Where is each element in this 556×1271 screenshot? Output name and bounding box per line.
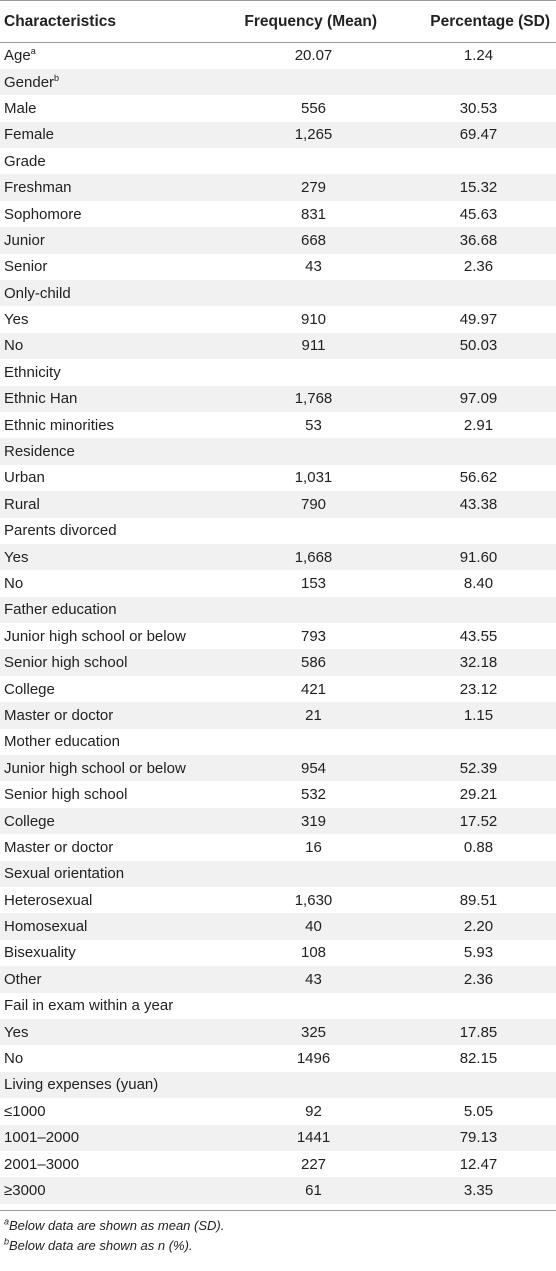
row-label [0,465,226,491]
row-frequency: 954 [300,759,327,777]
row-label-text: Only-child [4,284,71,302]
row-label [0,227,226,253]
table-row [0,227,556,253]
table-row [0,386,556,412]
row-label-text: Junior [4,231,45,249]
row-label [0,518,226,544]
header-characteristics: Characteristics [0,1,226,43]
table-row [0,702,556,728]
row-percentage [401,359,556,385]
table-row [0,359,556,385]
row-percentage: 15.32 [459,179,498,197]
row-label-text: Sexual orientation [4,865,125,883]
row-label-superscript: a [30,46,36,57]
row-frequency: 586 [300,654,327,672]
row-label [0,333,226,359]
row-percentage [401,148,556,174]
row-label [0,1098,226,1124]
row-label-text: College [4,680,55,698]
table-row [0,491,556,517]
row-label [0,359,226,385]
footnote-a [4,1216,556,1236]
row-label-text: ≥3000 [4,1181,46,1199]
table-row [0,1151,556,1177]
row-label-text: Female [4,126,55,144]
row-label-text: Senior high school [4,786,128,804]
row-percentage: 50.03 [459,337,498,355]
row-frequency: 421 [300,680,327,698]
row-label [0,887,226,913]
row-label-text: Age [4,47,31,65]
table-row [0,993,556,1019]
table-row [0,940,556,966]
table-row [0,412,556,438]
table-row [0,518,556,544]
row-percentage: 52.39 [459,759,498,777]
row-label-text: Parents divorced [4,522,117,540]
row-percentage: 2.20 [463,918,494,936]
footnote-a-text: Below data are shown as mean (SD). [9,1217,225,1233]
row-frequency [226,729,401,755]
row-label-text: Mother education [4,733,120,751]
row-label-text: Yes [4,1023,29,1041]
row-label-text: Senior high school [4,654,128,672]
row-label-text: Male [4,99,37,117]
table-row [0,1019,556,1045]
table-row [0,254,556,280]
row-percentage: 89.51 [459,891,498,909]
row-percentage: 30.53 [459,99,498,117]
row-frequency: 910 [300,311,327,329]
row-label-text: No [4,1050,24,1068]
row-percentage: 1.24 [463,47,494,65]
row-frequency: 40 [305,918,322,936]
table-row [0,333,556,359]
row-frequency: 227 [300,1155,327,1173]
row-label-text: ≤1000 [4,1102,46,1120]
row-percentage [401,69,556,95]
row-frequency: 61 [305,1181,322,1199]
row-percentage: 91.60 [459,548,498,566]
row-frequency: 325 [300,1023,327,1041]
row-percentage: 49.97 [459,311,498,329]
table-row [0,966,556,992]
row-frequency: 1,630 [294,891,333,909]
row-percentage [401,280,556,306]
table-body [0,43,556,1204]
table-row [0,69,556,95]
table-row [0,438,556,464]
row-label-text: Freshman [4,179,72,197]
row-frequency [226,359,401,385]
row-percentage: 17.52 [459,812,498,830]
row-frequency: 790 [300,495,327,513]
row-frequency: 532 [300,786,327,804]
row-label-text: Ethnic Han [4,390,78,408]
row-frequency: 16 [305,838,322,856]
row-frequency: 20.07 [294,47,333,65]
row-label-text: Gender [4,73,55,91]
row-label [0,623,226,649]
row-frequency [226,69,401,95]
row-percentage: 0.88 [463,838,494,856]
row-label-text: Ethnic minorities [4,416,115,434]
row-frequency [226,518,401,544]
row-label [0,570,226,596]
row-label [0,861,226,887]
row-percentage: 2.91 [463,416,494,434]
row-label-text: Master or doctor [4,838,114,856]
row-frequency: 319 [300,812,327,830]
row-frequency: 53 [305,416,322,434]
row-percentage: 97.09 [459,390,498,408]
row-percentage: 5.93 [463,944,494,962]
row-percentage: 43.38 [459,495,498,513]
row-percentage: 3.35 [463,1181,494,1199]
header-row [0,1,556,43]
row-label [0,993,226,1019]
row-label-text: Residence [4,443,75,461]
table-row [0,913,556,939]
table-row [0,1125,556,1151]
row-frequency: 21 [305,706,322,724]
row-label [0,174,226,200]
row-frequency: 556 [300,99,327,117]
row-label-text: Master or doctor [4,706,114,724]
row-percentage: 1.15 [463,706,494,724]
row-label-text: Sophomore [4,205,82,223]
table-footnotes [0,1211,556,1256]
row-label-text: 2001–3000 [4,1155,80,1173]
row-label-text: Fail in exam within a year [4,997,174,1015]
row-frequency: 1,031 [294,469,333,487]
table-row [0,122,556,148]
row-label [0,1045,226,1071]
row-label-superscript: b [54,72,60,83]
table-row [0,174,556,200]
row-label-text: Other [4,970,42,988]
table-row [0,623,556,649]
table-row [0,597,556,623]
row-label [0,306,226,332]
row-label-text: Senior [4,258,48,276]
row-label-text: No [4,337,24,355]
table-row [0,1098,556,1124]
row-frequency: 43 [305,258,322,276]
row-frequency: 1,668 [294,548,333,566]
row-label [0,1125,226,1151]
row-frequency: 108 [300,944,327,962]
row-label [0,781,226,807]
row-frequency: 279 [300,179,327,197]
row-frequency: 793 [300,627,327,645]
row-label [0,834,226,860]
row-label-text: Yes [4,548,29,566]
row-label-text: Rural [4,495,40,513]
row-label [0,940,226,966]
row-percentage [401,597,556,623]
row-label-text: College [4,812,55,830]
table-row [0,887,556,913]
table-row [0,755,556,781]
row-label [0,755,226,781]
row-label-text: No [4,575,24,592]
table-row [0,95,556,121]
row-label [0,966,226,992]
row-frequency: 1,265 [294,126,333,144]
row-percentage: 69.47 [459,126,498,144]
row-label-text: Living expenses (yuan) [4,1076,159,1094]
row-label-text: Junior high school or below [4,759,186,777]
row-percentage: 23.12 [459,680,498,698]
row-label-text: Heterosexual [4,891,93,909]
row-frequency: 1,768 [294,390,333,408]
row-frequency: 92 [305,1102,322,1120]
footnote-b-text: Below data are shown as n (%). [9,1237,193,1253]
row-label [0,1177,226,1203]
row-label [0,491,226,517]
row-frequency [226,597,401,623]
header-percentage: Percentage (SD) [401,1,556,43]
row-label [0,1019,226,1045]
row-label [0,438,226,464]
row-label-text: Urban [4,469,45,487]
row-frequency [226,993,401,1019]
row-label [0,913,226,939]
row-percentage [401,438,556,464]
row-percentage: 29.21 [459,786,498,804]
table-row [0,834,556,860]
row-label [0,95,226,121]
row-label-text: Father education [4,601,117,619]
row-label [0,1151,226,1177]
row-label [0,280,226,306]
row-label [0,1072,226,1098]
table-row [0,861,556,887]
row-label-text: Grade [4,152,46,170]
row-label-text: Bisexuality [4,944,76,962]
row-label [0,254,226,280]
row-label [0,808,226,834]
table-row [0,1072,556,1098]
row-label [0,649,226,675]
table-row [0,676,556,702]
row-label-text: Junior high school or below [4,627,186,645]
row-frequency: 1496 [296,1050,331,1068]
table-row [0,43,556,69]
table-row [0,201,556,227]
row-percentage [401,1072,556,1098]
row-frequency [226,861,401,887]
row-label [0,544,226,570]
row-label [0,69,226,95]
row-frequency [226,148,401,174]
table-row [0,1177,556,1203]
table-header [0,1,556,43]
table-row [0,781,556,807]
row-label [0,412,226,438]
row-percentage [401,729,556,755]
row-percentage [401,993,556,1019]
row-percentage [401,518,556,544]
row-label [0,386,226,412]
table-row [0,1045,556,1071]
table-row [0,808,556,834]
row-frequency: 911 [301,337,326,355]
row-frequency [226,438,401,464]
row-percentage: 32.18 [459,654,498,672]
row-frequency: 668 [300,231,327,249]
row-percentage [401,861,556,887]
row-percentage: 45.63 [459,205,498,223]
row-percentage: 5.05 [463,1102,494,1120]
row-percentage: 12.47 [459,1155,498,1173]
row-frequency: 43 [305,970,322,988]
table-row [0,280,556,306]
footnote-a-marker: a [4,1216,10,1227]
footnote-b-marker: b [4,1236,10,1247]
table-row [0,649,556,675]
row-percentage: 8.40 [463,575,494,592]
row-label-text: Yes [4,311,29,329]
row-frequency: 1441 [296,1129,331,1147]
row-label [0,597,226,623]
table-row [0,544,556,570]
row-label [0,676,226,702]
row-percentage: 43.55 [459,627,498,645]
row-percentage: 17.85 [459,1023,498,1041]
row-label [0,43,226,69]
footnote-b [4,1236,556,1256]
table-row [0,148,556,174]
row-frequency: 153 [300,575,327,592]
row-frequency [226,280,401,306]
row-percentage: 79.13 [459,1129,498,1147]
row-label-text: Ethnicity [4,363,61,381]
table-row [0,570,556,596]
row-percentage: 82.15 [459,1050,498,1068]
row-frequency: 831 [300,205,327,223]
row-label [0,148,226,174]
header-frequency: Frequency (Mean) [226,1,401,43]
row-percentage: 2.36 [463,258,494,276]
row-percentage: 2.36 [463,970,494,988]
row-label [0,702,226,728]
row-percentage: 56.62 [459,469,498,487]
table-row [0,306,556,332]
row-label [0,122,226,148]
row-percentage: 36.68 [459,231,498,249]
row-frequency [226,1072,401,1098]
table-row [0,729,556,755]
row-label-text: 1001–2000 [4,1129,80,1147]
row-label [0,201,226,227]
row-label-text: Homosexual [4,918,88,936]
table-row [0,465,556,491]
row-label [0,729,226,755]
